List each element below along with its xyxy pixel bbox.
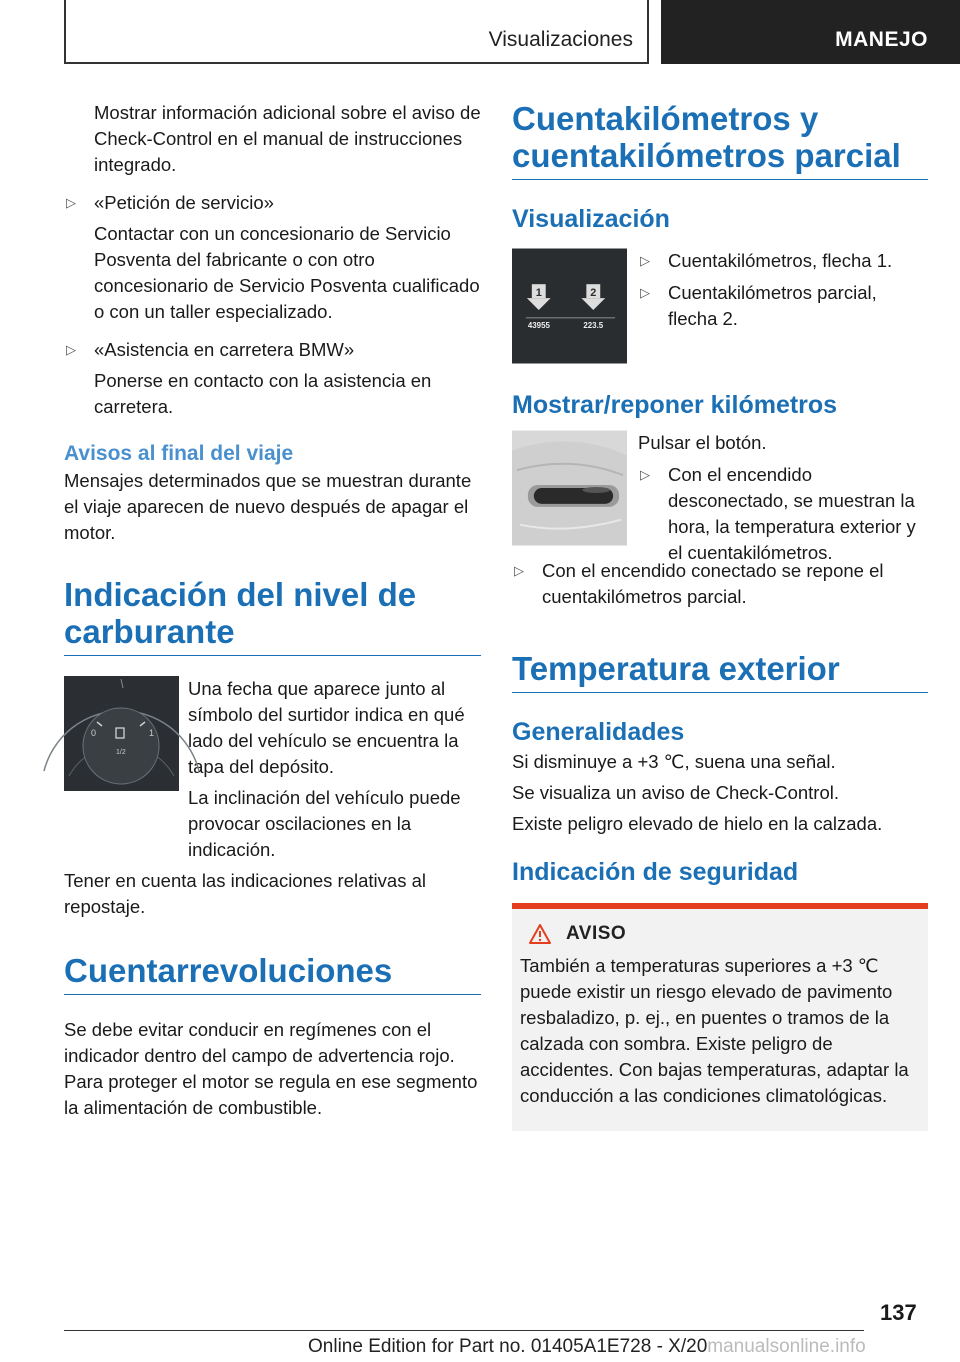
footer-edition [308, 1336, 866, 1358]
reset-instruction: Pulsar el botón. [638, 432, 767, 453]
warning-text: También a temperaturas superiores a +3 ℃ puede existir un riesgo elevado de pavimento resbaladizo, p. ej., en puentes o tramos de la calzada con sombra. Existe peligro de accidentes. Con bajas temperaturas, adaptar la conducción a las condiciones climatológicas. [520, 955, 909, 1106]
warning-title: AVISO [566, 923, 627, 944]
rev-heading: Cuentarrevoluciones [64, 952, 481, 995]
triangle-bullet-icon: ▷ [640, 253, 650, 268]
fuel-heading: Indicación del nivel de carburante [64, 576, 481, 656]
warning-box [512, 903, 928, 1131]
fuel-block [64, 676, 481, 863]
fuel-text-1: Una fecha que aparece junto al símbolo del surtidor indica en qué lado del vehículo se encuentra la tapa del depósito. [188, 678, 465, 777]
list-item [64, 337, 481, 363]
svg-text:0: 0 [91, 728, 97, 738]
fuel-text-3: Tener en cuenta las indicaciones relativas al repostaje. [64, 870, 426, 917]
generalidades-heading: Generalidades [512, 718, 685, 746]
chapter-tab [661, 0, 960, 64]
chapter-title: MANEJO [835, 28, 928, 51]
list-item: ▷ Cuentakilómetros parcial, flecha 2. [640, 282, 877, 329]
bullet-body: Ponerse en contacto con la asistencia en carretera. [94, 370, 432, 417]
list-item: ▷ Con el encendido conectado se repone el cuentakilómetros parcial. [514, 560, 884, 607]
left-column [64, 100, 481, 1121]
page-number: 137 [880, 1300, 917, 1325]
odometer-value: 43955 [527, 320, 550, 330]
page-header [0, 0, 960, 66]
bullet-title: «Petición de servicio» [94, 192, 274, 213]
intro-text: Mostrar información adicional sobre el aviso de Check-Control en el manual de instrucciones integrado. [94, 102, 481, 175]
safety-heading: Indicación de seguridad [512, 858, 799, 886]
watermark-text: manualsonline.info [707, 1336, 866, 1357]
odometer-image [512, 248, 627, 364]
avisos-heading: Avisos al final del viaje [64, 442, 294, 465]
avisos-text: Mensajes determinados que se muestran durante el viaje aparecen de nuevo después de apagar el motor. [64, 470, 472, 543]
triangle-bullet-icon: ▷ [66, 342, 76, 357]
visualizacion-heading: Visualización [512, 205, 670, 233]
svg-text:1/2: 1/2 [116, 749, 126, 756]
list-item [64, 190, 481, 216]
gen-text-1: Si disminuye a +3 ℃, suena una señal. [512, 751, 836, 772]
triangle-bullet-icon: ▷ [514, 563, 524, 578]
trip-value: 223.5 [583, 320, 604, 330]
fuel-text-wrap [188, 676, 481, 780]
list-item: ▷ Cuentakilómetros, flecha 1. [638, 248, 928, 274]
arrow-1-label: 1 [535, 287, 542, 300]
gen-text-2: Se visualiza un aviso de Check-Control. [512, 782, 839, 803]
section-title: Visualizaciones [488, 28, 633, 51]
gen-text-3: Existe peligro elevado de hielo en la calzada. [512, 813, 883, 834]
temperature-heading: Temperatura exterior [512, 650, 928, 693]
svg-text:1: 1 [149, 728, 155, 738]
section-tab [64, 0, 649, 64]
reset-text-wrap [638, 430, 928, 566]
right-column [512, 100, 928, 1131]
triangle-bullet-icon: ▷ [66, 195, 76, 210]
triangle-bullet-icon: ▷ [640, 285, 650, 300]
reset-block [512, 430, 928, 563]
reset-button-image [512, 430, 627, 546]
bullet-title: «Asistencia en carretera BMW» [94, 339, 355, 360]
edition-text: Online Edition for Part no. 01405A1E728 - X/20 [308, 1336, 708, 1357]
reset-heading: Mostrar/reponer kilómetros [512, 391, 838, 419]
fuel-gauge-image [64, 676, 179, 791]
warning-triangle-icon [528, 923, 552, 945]
footer-divider [64, 1330, 864, 1331]
arrow-2-label: 2 [590, 287, 597, 300]
fuel-text-2: La inclinación del vehículo puede provocar oscilaciones en la indicación. [188, 787, 461, 860]
odometer-block [512, 248, 928, 366]
odometer-heading: Cuentakilómetros y cuentakilómetros parcial [512, 100, 928, 180]
list-item: ▷ Con el encendido desconectado, se muestran la hora, la temperatura exterior y el cuentakilómetros. [640, 464, 916, 563]
warning-title-row [520, 923, 920, 945]
rev-text: Se debe evitar conducir en regímenes con el indicador dentro del campo de advertencia rojo. Para proteger el motor se regula en ese segmento la alimentación de combustible. [64, 1019, 478, 1118]
odometer-list [638, 248, 928, 332]
bullet-body: Contactar con un concesionario de Servicio Posventa del fabricante o con otro concesionario de Servicio Posventa cualificado o con un taller especializado. [94, 223, 480, 322]
triangle-bullet-icon: ▷ [640, 467, 650, 482]
